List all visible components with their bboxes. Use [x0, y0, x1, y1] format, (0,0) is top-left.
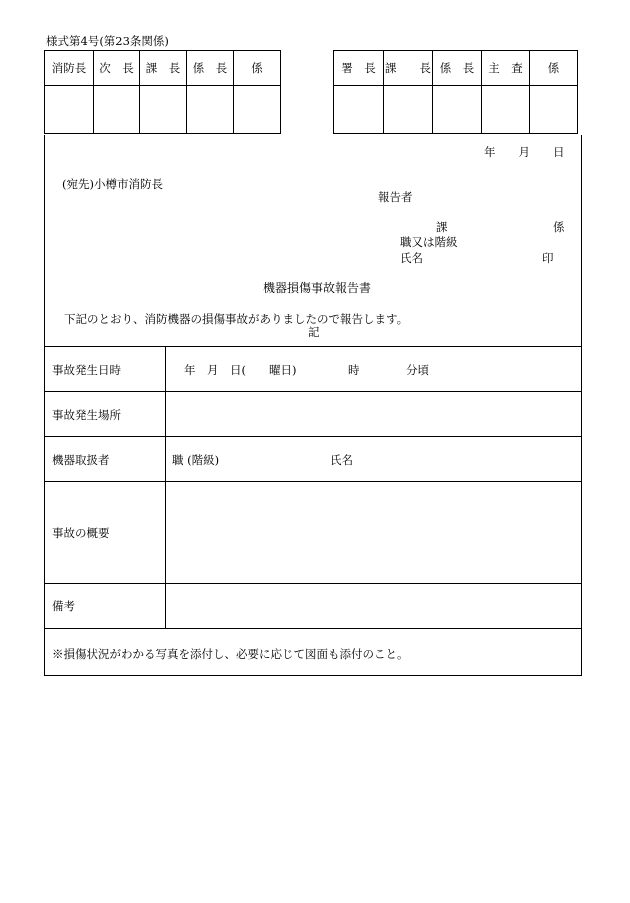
stamp-header-staff: 係 [234, 51, 281, 86]
stamp-box[interactable] [334, 86, 384, 134]
reporter-subsection: 係 [553, 220, 565, 234]
remarks-field[interactable] [170, 587, 578, 625]
handler-name[interactable]: 氏名 [330, 453, 353, 467]
stamp-box[interactable] [234, 86, 281, 134]
stamp-header-chief: 消防長 [45, 51, 94, 86]
attachment-note: ※損傷状況がわかる写真を添付し、必要に応じて図面も添付のこと。 [52, 647, 409, 661]
stamp-box[interactable] [384, 86, 433, 134]
reporter-position: 職又は階級 [400, 235, 458, 249]
stamp-header-inspector: 主 査 [482, 51, 530, 86]
handler-position[interactable]: 職 (階級) [172, 453, 220, 467]
reporter-label: 報告者 [378, 190, 413, 204]
stamp-box[interactable] [45, 86, 94, 134]
stamp-box[interactable] [530, 86, 578, 134]
stamp-box[interactable] [140, 86, 187, 134]
stamp-box[interactable] [94, 86, 140, 134]
reporter-name-label: 氏名 [400, 251, 423, 265]
summary-field[interactable] [170, 485, 578, 579]
column-divider [165, 346, 166, 628]
row-divider [44, 436, 582, 437]
label-remarks: 備考 [52, 599, 75, 613]
seal-mark: 印 [542, 251, 554, 265]
document-title: 機器損傷事故報告書 [263, 281, 372, 295]
stamp-header-staff: 係 [530, 51, 578, 86]
ki-mark: 記 [308, 325, 320, 339]
datetime-hour: 時 [348, 363, 360, 377]
label-datetime: 事故発生日時 [52, 363, 121, 377]
stamp-header-station-chief: 署 長 [334, 51, 384, 86]
stamp-header-deputy: 次 長 [94, 51, 140, 86]
row-divider [44, 583, 582, 584]
approval-stamp-table-right [333, 50, 578, 134]
reporter-section: 課 [436, 220, 448, 234]
label-summary: 事故の概要 [52, 526, 110, 540]
row-divider [44, 481, 582, 482]
intro-text: 下記のとおり、消防機器の損傷事故がありましたので報告します。 [64, 312, 409, 326]
form-number: 様式第4号(第23条関係) [46, 34, 169, 48]
row-divider [44, 628, 582, 629]
stamp-header-section-chief: 課 長 [384, 51, 433, 86]
row-divider [44, 391, 582, 392]
addressee: (宛先)小樽市消防長 [62, 177, 163, 191]
stamp-box[interactable] [187, 86, 234, 134]
stamp-box[interactable] [433, 86, 482, 134]
place-field[interactable] [170, 394, 578, 432]
stamp-box[interactable] [482, 86, 530, 134]
label-place: 事故発生場所 [52, 408, 121, 422]
stamp-header-subsection-chief: 係 長 [433, 51, 482, 86]
approval-stamp-table-left [44, 50, 281, 134]
datetime-minute: 分頃 [406, 363, 429, 377]
report-date[interactable]: 年 月 日 [484, 145, 565, 159]
stamp-header-subsection-chief: 係 長 [187, 51, 234, 86]
row-divider [44, 346, 582, 347]
label-handler: 機器取扱者 [52, 453, 110, 467]
stamp-header-section-chief: 課 長 [140, 51, 187, 86]
datetime-value[interactable]: 年 月 日( 曜日) [184, 363, 297, 377]
